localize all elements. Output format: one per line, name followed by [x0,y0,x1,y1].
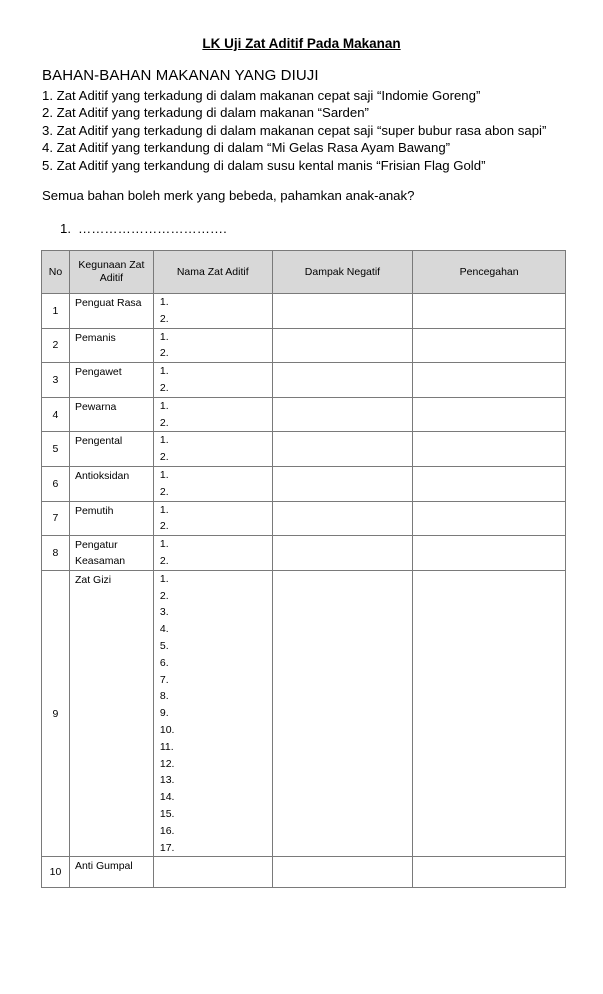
fill-in-number: 1. [60,221,71,236]
dampak-cell[interactable] [272,328,413,363]
numbered-line: 1. [159,434,169,447]
header-kegunaan: Kegunaan Zat Aditif [69,251,153,294]
pencegahan-cell[interactable] [413,432,566,467]
kegunaan-cell: Zat Gizi [69,570,153,857]
pencegahan-cell[interactable] [413,570,566,857]
dampak-cell[interactable] [272,536,413,571]
table-row [42,328,566,363]
row-number: 5 [42,432,70,467]
numbered-line: 1. [159,330,169,343]
fill-in-line [60,221,227,236]
nama-zat-cell[interactable] [153,857,272,888]
numbered-line: 10. [159,723,175,736]
dampak-cell[interactable] [272,432,413,467]
kegunaan-cell: Antioksidan [69,466,153,501]
numbered-line: 16. [159,824,175,837]
table-row [42,857,566,888]
numbered-line: 2. [159,554,169,567]
numbered-line: 5. [159,639,169,652]
numbered-line: 9. [159,707,169,720]
list-item: 3. Zat Aditif yang terkadung di dalam makanan cepat saji “super bubur rasa abon sapi” [42,122,547,138]
pencegahan-cell[interactable] [413,363,566,398]
dampak-cell[interactable] [272,466,413,501]
numbered-line: 2. [159,312,169,325]
row-number: 10 [42,857,70,888]
table-row [42,294,566,329]
row-number: 7 [42,501,70,536]
table-row [42,363,566,398]
numbered-line: 17. [159,841,175,854]
numbered-line: 11. [159,740,174,753]
nama-zat-cell[interactable] [153,570,272,857]
numbered-line: 15. [159,807,175,820]
kegunaan-cell: Penguat Rasa [69,294,153,329]
section-heading: BAHAN-BAHAN MAKANAN YANG DIUJI [42,67,319,84]
additive-table [41,250,566,888]
table-row [42,501,566,536]
row-number: 2 [42,328,70,363]
numbered-line: 2. [159,416,169,429]
table-row [42,570,566,857]
numbered-line: 2. [159,381,169,394]
numbered-line: 14. [159,791,175,804]
numbered-line: 7. [159,673,169,686]
table-body [42,294,566,888]
row-number: 1 [42,294,70,329]
kegunaan-cell: Pemanis [69,328,153,363]
dampak-cell[interactable] [272,294,413,329]
dampak-cell[interactable] [272,397,413,432]
pencegahan-cell[interactable] [413,328,566,363]
numbered-line: 8. [159,690,169,703]
nama-zat-cell[interactable] [153,536,272,571]
row-number: 8 [42,536,70,571]
kegunaan-cell: Pemutih [69,501,153,536]
table-row [42,536,566,571]
table-header-row [42,251,566,294]
pencegahan-cell[interactable] [413,294,566,329]
numbered-line: 1. [159,399,169,412]
numbered-line: 2. [159,589,169,602]
header-no: No [42,251,70,294]
numbered-line: 2. [159,520,169,533]
nama-zat-cell[interactable] [153,466,272,501]
kegunaan-cell: Anti Gumpal [69,857,153,888]
numbered-line: 12. [159,757,175,770]
numbered-line: 4. [159,623,169,636]
numbered-line: 1. [159,572,169,585]
fill-in-dots: ……………………………. [78,221,227,236]
pencegahan-cell[interactable] [413,466,566,501]
header-dampak: Dampak Negatif [272,251,413,294]
numbered-line: 6. [159,656,169,669]
nama-zat-cell[interactable] [153,294,272,329]
dampak-cell[interactable] [272,857,413,888]
dampak-cell[interactable] [272,363,413,398]
pencegahan-cell[interactable] [413,397,566,432]
food-list [42,87,546,174]
kegunaan-cell: Pengatur Keasaman [69,536,153,571]
numbered-line: 1. [159,296,169,308]
numbered-line: 1. [159,538,169,551]
nama-zat-cell[interactable] [153,328,272,363]
nama-zat-cell[interactable] [153,432,272,467]
numbered-line: 2. [159,485,169,498]
numbered-line: 1. [159,365,169,378]
list-item: 4. Zat Aditif yang terkandung di dalam “Mi Gelas Rasa Ayam Bawang” [42,140,451,156]
kegunaan-cell: Pengawet [69,363,153,398]
pencegahan-cell[interactable] [413,857,566,888]
numbered-line: 13. [159,774,175,787]
numbered-line: 1. [159,468,169,481]
dampak-cell[interactable] [272,501,413,536]
row-number: 3 [42,363,70,398]
list-item: 1. Zat Aditif yang terkadung di dalam makanan cepat saji “Indomie Goreng” [42,88,481,103]
numbered-line: 2. [159,347,169,360]
pencegahan-cell[interactable] [413,501,566,536]
nama-zat-cell[interactable] [153,397,272,432]
header-nama: Nama Zat Aditif [153,251,272,294]
list-item: 2. Zat Aditif yang terkadung di dalam makanan “Sarden” [42,105,369,121]
header-pencegahan: Pencegahan [413,251,566,294]
numbered-line: 2. [159,451,169,464]
table-row [42,466,566,501]
numbered-line: 3. [159,606,169,619]
row-number: 6 [42,466,70,501]
table-row [42,432,566,467]
table-row [42,397,566,432]
nama-zat-cell[interactable] [153,363,272,398]
list-item: 5. Zat Aditif yang terkandung di dalam susu kental manis “Frisian Flag Gold” [42,157,486,173]
pencegahan-cell[interactable] [413,536,566,571]
row-number: 4 [42,397,70,432]
kegunaan-cell: Pewarna [69,397,153,432]
row-number: 9 [42,570,70,857]
nama-zat-cell[interactable] [153,501,272,536]
dampak-cell[interactable] [272,570,413,857]
instruction-note: Semua bahan boleh merk yang bebeda, pahamkan anak-anak? [42,188,415,203]
numbered-line: 1. [159,503,169,516]
kegunaan-cell: Pengental [69,432,153,467]
document-title: LK Uji Zat Aditif Pada Makanan [202,36,401,51]
